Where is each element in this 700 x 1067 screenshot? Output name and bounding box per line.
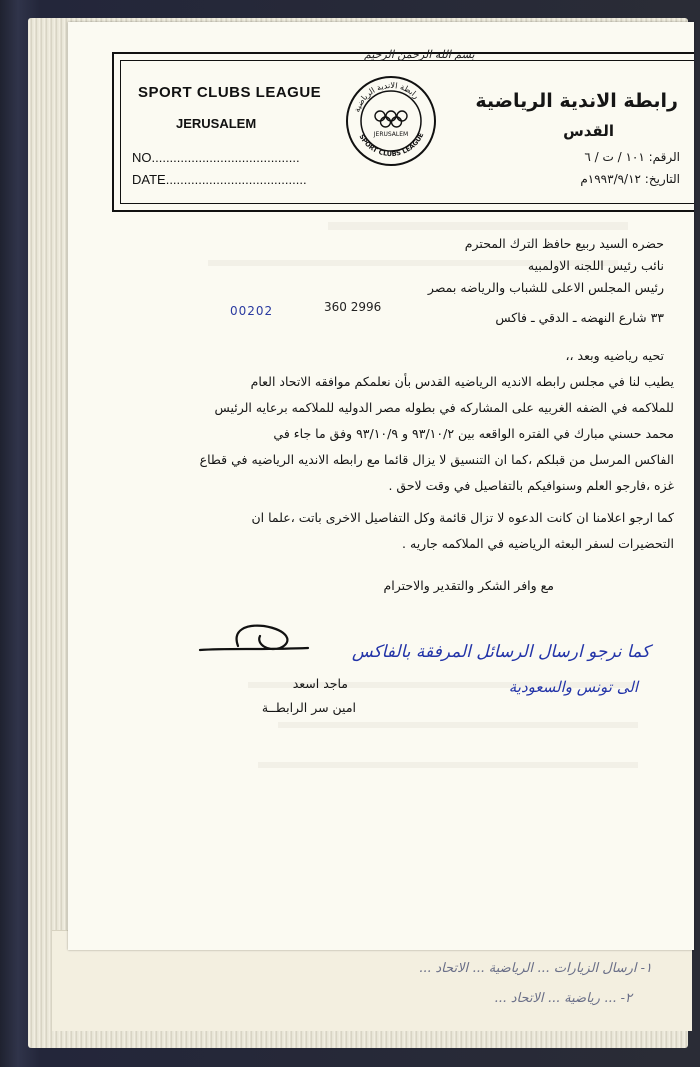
signatory-title: امين سر الرابطــة bbox=[261, 700, 356, 715]
bleed-through bbox=[258, 762, 638, 768]
olympic-rings-icon bbox=[375, 111, 407, 127]
bleed-through bbox=[278, 722, 638, 728]
arabic-org-name: رابطة الاندية الرياضية bbox=[475, 90, 678, 112]
addressee-name: حضره السيد ربيع حافظ الترك المحترم bbox=[464, 236, 664, 251]
handwritten-note-2: الى تونس والسعودية bbox=[508, 678, 638, 696]
signature-image bbox=[198, 620, 318, 666]
no-field: NO......................................... bbox=[132, 150, 300, 165]
closing-line: مع وافر الشكر والتقدير والاحترام bbox=[383, 578, 554, 593]
paragraph-1-line: يطيب لنا في مجلس رابطه الانديه الرياضيه القدس بأن نعلمكم موافقه الاتحاد العام bbox=[250, 374, 674, 389]
paragraph-1-line: الفاكس المرسل من قبلكم ،كما ان التنسيق لا يزال قائما مع رابطه الانديه الرياضيه في قطاع bbox=[199, 452, 674, 467]
paragraph-2-line: التحضيرات لسفر البعثه الرياضيه في الملاكمه جاريه . bbox=[402, 536, 674, 551]
league-emblem bbox=[344, 74, 438, 168]
emblem-city: JERUSALEM bbox=[373, 131, 409, 138]
paragraph-2-line: كما ارجو اعلامنا ان كانت الدعوه لا تزال قائمة وكل التفاصيل الاخرى باتت ،علما ان bbox=[251, 510, 674, 525]
english-org-name: SPORT CLUBS LEAGUE bbox=[138, 84, 322, 101]
svg-text:رابطة الاندية الرياضية bbox=[352, 81, 420, 113]
bleed-through bbox=[328, 222, 628, 230]
handwritten-code: 00202 bbox=[230, 304, 274, 318]
handwritten-note-1: كما نرجو ارسال الرسائل المرفقة بالفاكس bbox=[351, 642, 650, 662]
addressee-address: ٣٣ شارع النهضه ـ الدقي ـ فاكس bbox=[495, 310, 664, 325]
addressee-title-2: رئيس المجلس الاعلى للشباب والرياضه بمصر bbox=[427, 280, 664, 295]
greeting: تحيه رياضيه وبعد ،، bbox=[565, 348, 664, 363]
date-field: DATE....................................... bbox=[132, 172, 307, 187]
signatory-name: ماجد اسعد bbox=[292, 676, 348, 691]
english-city: JERUSALEM bbox=[176, 116, 257, 131]
fax-number: 360 2996 bbox=[324, 300, 382, 314]
pencil-note-3: ٢- ... رياضية ... الاتحاد ... bbox=[494, 991, 632, 1006]
reference-number: الرقم: ١٠١ / ت / ٦ bbox=[584, 150, 680, 164]
basmala: بسم الله الرحمن الرحيم bbox=[364, 48, 475, 61]
letter-page bbox=[68, 22, 694, 950]
emblem-english-ring: SPORT CLUBS LEAGUE bbox=[357, 131, 426, 159]
paragraph-1-line: للملاكمه في الضفه الغربيه على المشاركه في بطوله مصر الدوليه للملاكمه برعايه الرئيس bbox=[214, 400, 674, 415]
pencil-note-2: ١- ارسال الزيارات ... الرياضية ... الاتحاد ... bbox=[418, 961, 652, 976]
addressee-title-1: نائب رئيس اللجنه الاولمبيه bbox=[527, 258, 664, 273]
emblem-arabic-ring: رابطة الاندية الرياضية bbox=[352, 80, 421, 114]
paragraph-1-line: غزه ،فارجو العلم وسنوافيكم بالتفاصيل في وقت لاحق . bbox=[388, 478, 674, 493]
paragraph-1-line: محمد حسني مبارك في الفتره الواقعه بين ٩٣/١٠/٢ و ٩٣/١٠/٩ وفق ما جاء في bbox=[273, 426, 674, 441]
arabic-city: القدس bbox=[563, 122, 614, 140]
letter-date: التاريخ: ١٩٩٣/٩/١٢م bbox=[580, 172, 680, 186]
